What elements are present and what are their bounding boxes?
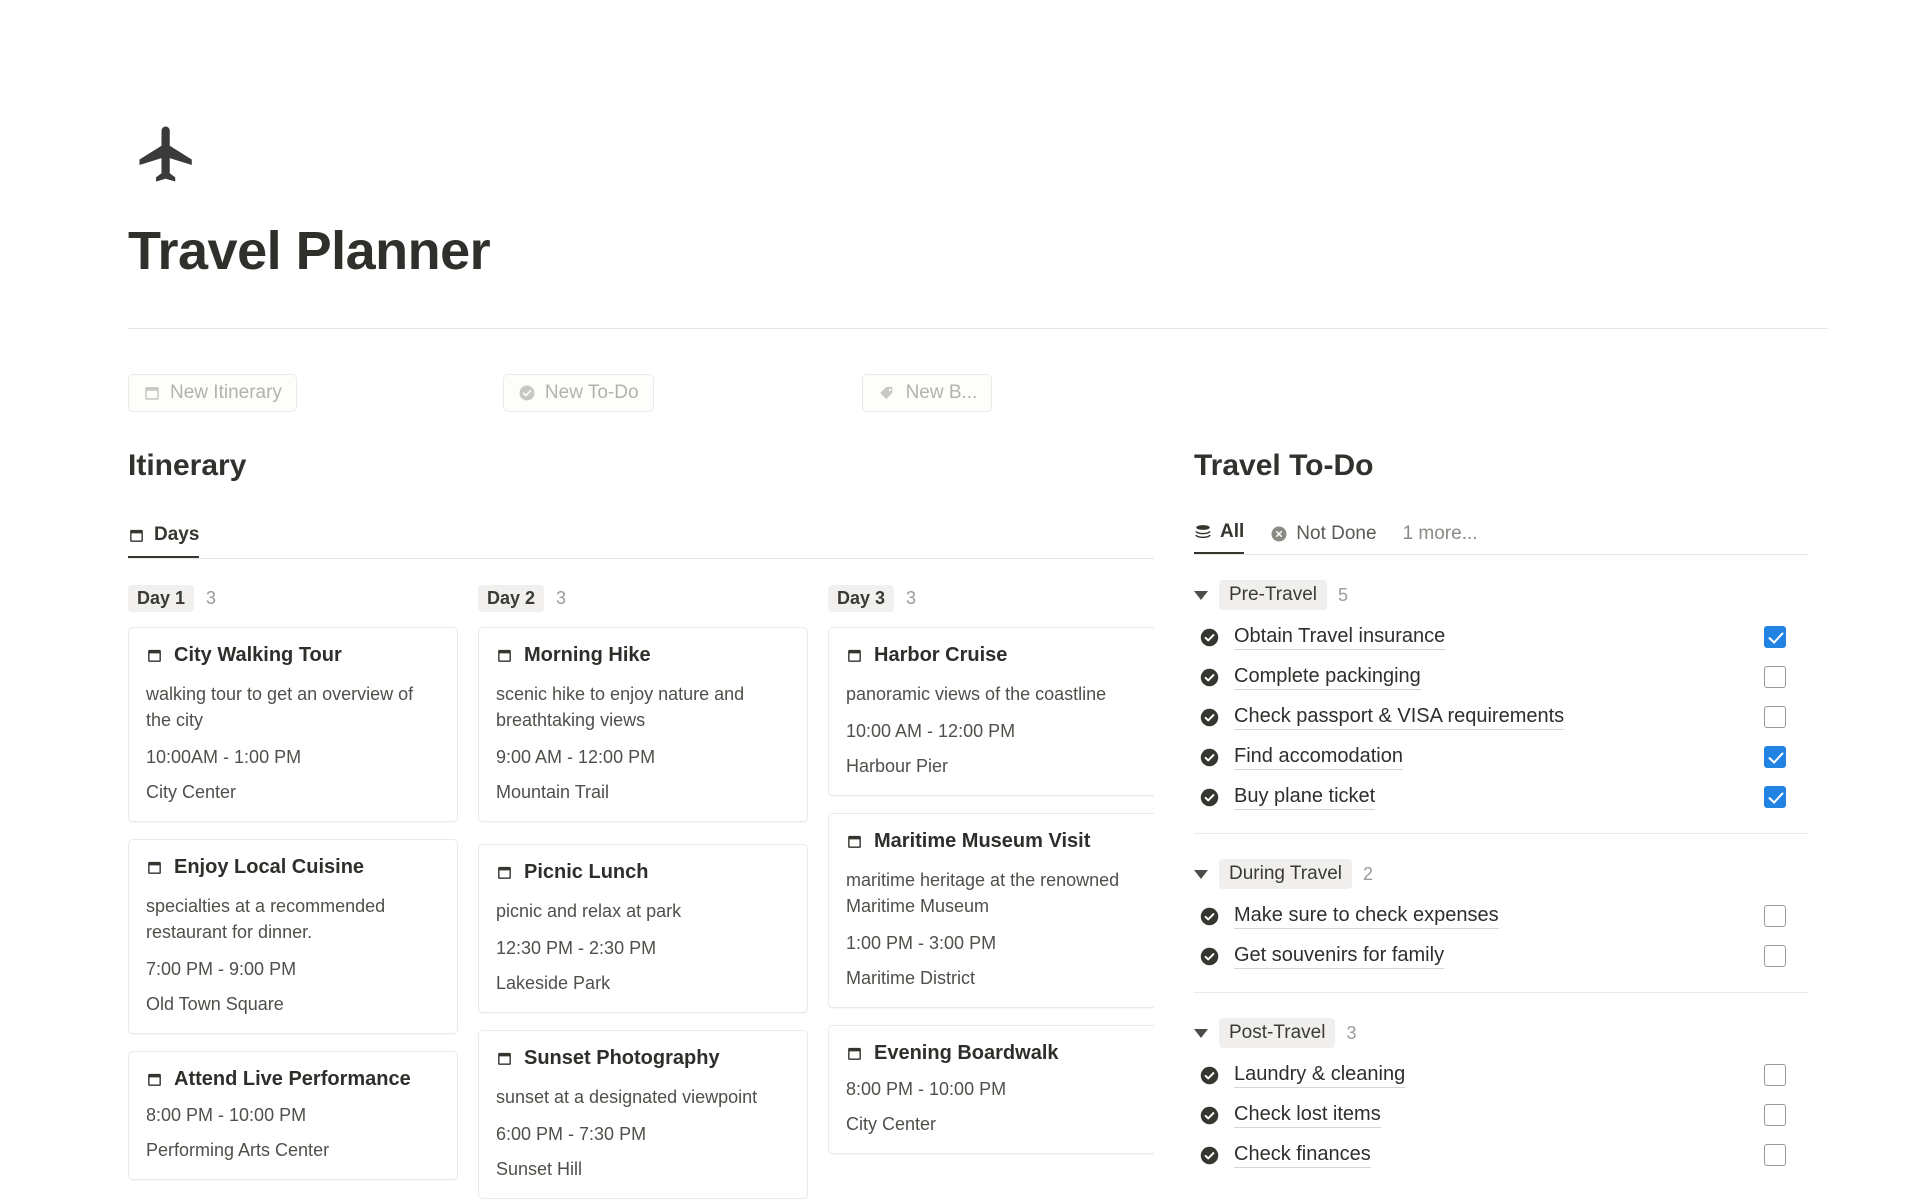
check-circle-icon	[1198, 706, 1220, 728]
tab-all[interactable]	[1194, 521, 1244, 554]
chevron-down-icon[interactable]	[1194, 870, 1208, 879]
todo-item[interactable]	[1194, 657, 1808, 697]
column-header[interactable]	[828, 581, 1154, 615]
todo-item-label: Make sure to check expenses	[1234, 904, 1499, 929]
tab-not-done[interactable]	[1270, 523, 1376, 554]
card-time: 12:30 PM - 2:30 PM	[496, 938, 657, 959]
card-time: 8:00 PM - 10:00 PM	[846, 1079, 1007, 1100]
todo-item-checkbox[interactable]	[1764, 1104, 1786, 1126]
todo-more-views[interactable]: 1 more...	[1402, 523, 1478, 544]
new-itinerary-label: New Itinerary	[170, 382, 282, 403]
check-circle-icon	[1198, 666, 1220, 688]
column-name: Day 2	[478, 585, 544, 612]
itinerary-card[interactable]	[478, 844, 808, 1013]
group-header[interactable]	[1194, 579, 1808, 611]
airplane-icon[interactable]	[128, 118, 218, 190]
layers-icon	[1194, 523, 1212, 541]
card-title: Attend Live Performance	[174, 1068, 411, 1091]
tab-days[interactable]	[128, 524, 199, 558]
travel-planner-page	[0, 118, 1920, 1199]
todo-title: Travel To-Do	[1194, 449, 1374, 482]
card-time: 10:00 AM - 12:00 PM	[846, 721, 1016, 742]
todo-item-checkbox[interactable]	[1764, 1144, 1786, 1166]
new-budget-button[interactable]	[862, 374, 993, 412]
itinerary-card[interactable]	[128, 1051, 458, 1180]
calendar-icon	[128, 527, 145, 544]
check-circle-icon	[518, 384, 536, 402]
column-header[interactable]	[478, 581, 808, 615]
check-circle-icon	[1198, 1144, 1220, 1166]
tag-icon	[877, 384, 897, 402]
card-title: Picnic Lunch	[524, 861, 649, 884]
card-title-row	[146, 1068, 440, 1091]
card-title-row	[846, 1042, 1140, 1065]
new-itinerary-button[interactable]	[128, 374, 297, 412]
itinerary-card[interactable]	[478, 627, 808, 822]
check-circle-icon	[1198, 1104, 1220, 1126]
group-count: 2	[1363, 863, 1374, 884]
card-description: specialties at a recommended restaurant for dinner.	[146, 896, 386, 943]
itinerary-card[interactable]	[828, 1025, 1154, 1154]
todo-item-label: Obtain Travel insurance	[1234, 625, 1445, 650]
new-todo-button[interactable]	[503, 374, 654, 412]
todo-item-checkbox[interactable]	[1764, 746, 1786, 768]
group-header[interactable]	[1194, 858, 1808, 890]
calendar-icon	[146, 647, 163, 664]
card-location: Harbour Pier	[846, 756, 949, 777]
card-description: panoramic views of the coastline	[846, 684, 1107, 704]
check-circle-icon	[1198, 905, 1220, 927]
card-location: City Center	[146, 782, 237, 803]
todo-group-post-travel	[1194, 1017, 1808, 1175]
card-location: Lakeside Park	[496, 973, 611, 994]
todo-item-label: Buy plane ticket	[1234, 785, 1375, 810]
column-count: 3	[556, 587, 567, 608]
todo-item[interactable]	[1194, 1095, 1808, 1135]
card-title: City Walking Tour	[174, 644, 342, 666]
card-location: Performing Arts Center	[146, 1140, 330, 1161]
calendar-icon	[496, 647, 513, 664]
group-divider	[1194, 833, 1808, 834]
card-title: Evening Boardwalk	[874, 1042, 1059, 1065]
itinerary-title: Itinerary	[128, 449, 247, 482]
check-circle-icon	[1198, 746, 1220, 768]
card-location: Maritime District	[846, 968, 975, 989]
todo-item-label: Check lost items	[1234, 1103, 1381, 1128]
calendar-icon	[143, 384, 161, 402]
group-name: Post-Travel	[1219, 1018, 1335, 1048]
card-location: Mountain Trail	[496, 782, 610, 803]
todo-item-label: Get souvenirs for family	[1234, 944, 1444, 969]
todo-item-checkbox[interactable]	[1764, 666, 1786, 688]
x-circle-icon	[1270, 525, 1288, 543]
board-column-day-3	[828, 581, 1154, 1199]
card-title-row	[496, 861, 790, 884]
card-time: 10:00AM - 1:00 PM	[146, 747, 302, 768]
card-title-row	[146, 856, 440, 879]
column-name: Day 1	[128, 585, 194, 612]
check-circle-icon	[1198, 786, 1220, 808]
chevron-down-icon[interactable]	[1194, 591, 1208, 600]
todo-item[interactable]	[1194, 1135, 1808, 1175]
card-title: Enjoy Local Cuisine	[174, 856, 365, 879]
itinerary-section	[128, 449, 1154, 1199]
card-description: picnic and relax at park	[496, 901, 682, 922]
itinerary-board	[128, 581, 1154, 1199]
calendar-icon	[146, 859, 163, 876]
tab-all-label: All	[1220, 521, 1245, 542]
card-title-row	[846, 830, 1140, 853]
calendar-icon	[496, 1050, 513, 1067]
todo-item[interactable]	[1194, 617, 1808, 657]
card-time: 1:00 PM - 3:00 PM	[846, 933, 997, 954]
board-column-day-2	[478, 581, 808, 1199]
todo-group-pre-travel	[1194, 579, 1808, 834]
column-count: 3	[206, 587, 217, 608]
check-circle-icon	[1198, 945, 1220, 967]
chevron-down-icon[interactable]	[1194, 1029, 1208, 1038]
todo-group-during-travel	[1194, 858, 1808, 993]
travel-todo-section	[1194, 449, 1808, 1199]
card-location: Sunset Hill	[496, 1159, 583, 1180]
new-budget-label: New B...	[905, 382, 978, 403]
itinerary-card[interactable]	[478, 1030, 808, 1199]
column-name: Day 3	[828, 585, 894, 612]
group-name: During Travel	[1219, 859, 1352, 889]
card-time: 7:00 PM - 9:00 PM	[146, 959, 297, 980]
title-divider	[128, 328, 1828, 329]
todo-item[interactable]	[1194, 777, 1808, 817]
todo-item-checkbox[interactable]	[1764, 626, 1786, 648]
itinerary-card[interactable]	[828, 627, 1154, 796]
check-circle-icon	[1198, 1064, 1220, 1086]
itinerary-card[interactable]	[128, 839, 458, 1034]
page-title: Travel Planner	[128, 221, 491, 281]
itinerary-card[interactable]	[828, 813, 1154, 1008]
todo-filter-tabs	[1194, 511, 1808, 555]
card-title-row	[496, 644, 790, 667]
card-title-row	[846, 644, 1140, 667]
tab-not-done-label: Not Done	[1296, 523, 1377, 544]
main-content	[128, 449, 1792, 1199]
todo-item[interactable]	[1194, 896, 1808, 936]
card-title: Harbor Cruise	[874, 644, 1008, 666]
card-time: 8:00 PM - 10:00 PM	[146, 1105, 307, 1126]
todo-item[interactable]	[1194, 697, 1808, 737]
todo-item-label: Find accomodation	[1234, 745, 1403, 770]
todo-item-checkbox[interactable]	[1764, 706, 1786, 728]
card-description: scenic hike to enjoy nature and breathtaking views	[496, 684, 745, 731]
card-location: City Center	[846, 1114, 937, 1135]
column-header[interactable]	[128, 581, 458, 615]
todo-item-label: Laundry & cleaning	[1234, 1063, 1405, 1088]
card-time: 6:00 PM - 7:30 PM	[496, 1124, 647, 1145]
todo-item-checkbox[interactable]	[1764, 1064, 1786, 1086]
board-column-day-1	[128, 581, 458, 1199]
card-title-row	[496, 1047, 790, 1070]
todo-item-label: Check passport & VISA requirements	[1234, 705, 1564, 730]
group-count: 3	[1346, 1022, 1357, 1043]
group-divider	[1194, 992, 1808, 993]
group-header[interactable]	[1194, 1017, 1808, 1049]
calendar-icon	[846, 833, 863, 850]
itinerary-view-tabs	[128, 513, 1154, 559]
todo-item[interactable]	[1194, 936, 1808, 976]
new-todo-label: New To-Do	[544, 382, 639, 403]
card-description: sunset at a designated viewpoint	[496, 1087, 758, 1108]
todo-item[interactable]	[1194, 1055, 1808, 1095]
card-description: maritime heritage at the renowned Maritime Museum	[846, 870, 1120, 917]
card-time: 9:00 AM - 12:00 PM	[496, 747, 656, 768]
calendar-icon	[846, 1045, 863, 1062]
card-title: Maritime Museum Visit	[874, 830, 1091, 853]
todo-item-label: Complete packinging	[1234, 665, 1421, 690]
card-title: Morning Hike	[524, 644, 651, 666]
tab-days-label: Days	[154, 524, 200, 545]
calendar-icon	[496, 864, 513, 881]
card-title: Sunset Photography	[524, 1047, 720, 1070]
quick-actions-row	[128, 373, 1792, 413]
card-title-row	[146, 644, 440, 667]
todo-item-checkbox[interactable]	[1764, 945, 1786, 967]
itinerary-card[interactable]	[128, 627, 458, 822]
card-description: walking tour to get an overview of the city	[146, 684, 414, 731]
check-circle-icon	[1198, 626, 1220, 648]
column-count: 3	[906, 587, 917, 608]
group-count: 5	[1337, 584, 1348, 605]
todo-item-label: Check finances	[1234, 1143, 1371, 1168]
todo-item[interactable]	[1194, 737, 1808, 777]
calendar-icon	[846, 647, 863, 664]
todo-item-checkbox[interactable]	[1764, 786, 1786, 808]
todo-item-checkbox[interactable]	[1764, 905, 1786, 927]
card-location: Old Town Square	[146, 994, 284, 1015]
group-name: Pre-Travel	[1219, 580, 1327, 610]
calendar-icon	[146, 1071, 163, 1088]
